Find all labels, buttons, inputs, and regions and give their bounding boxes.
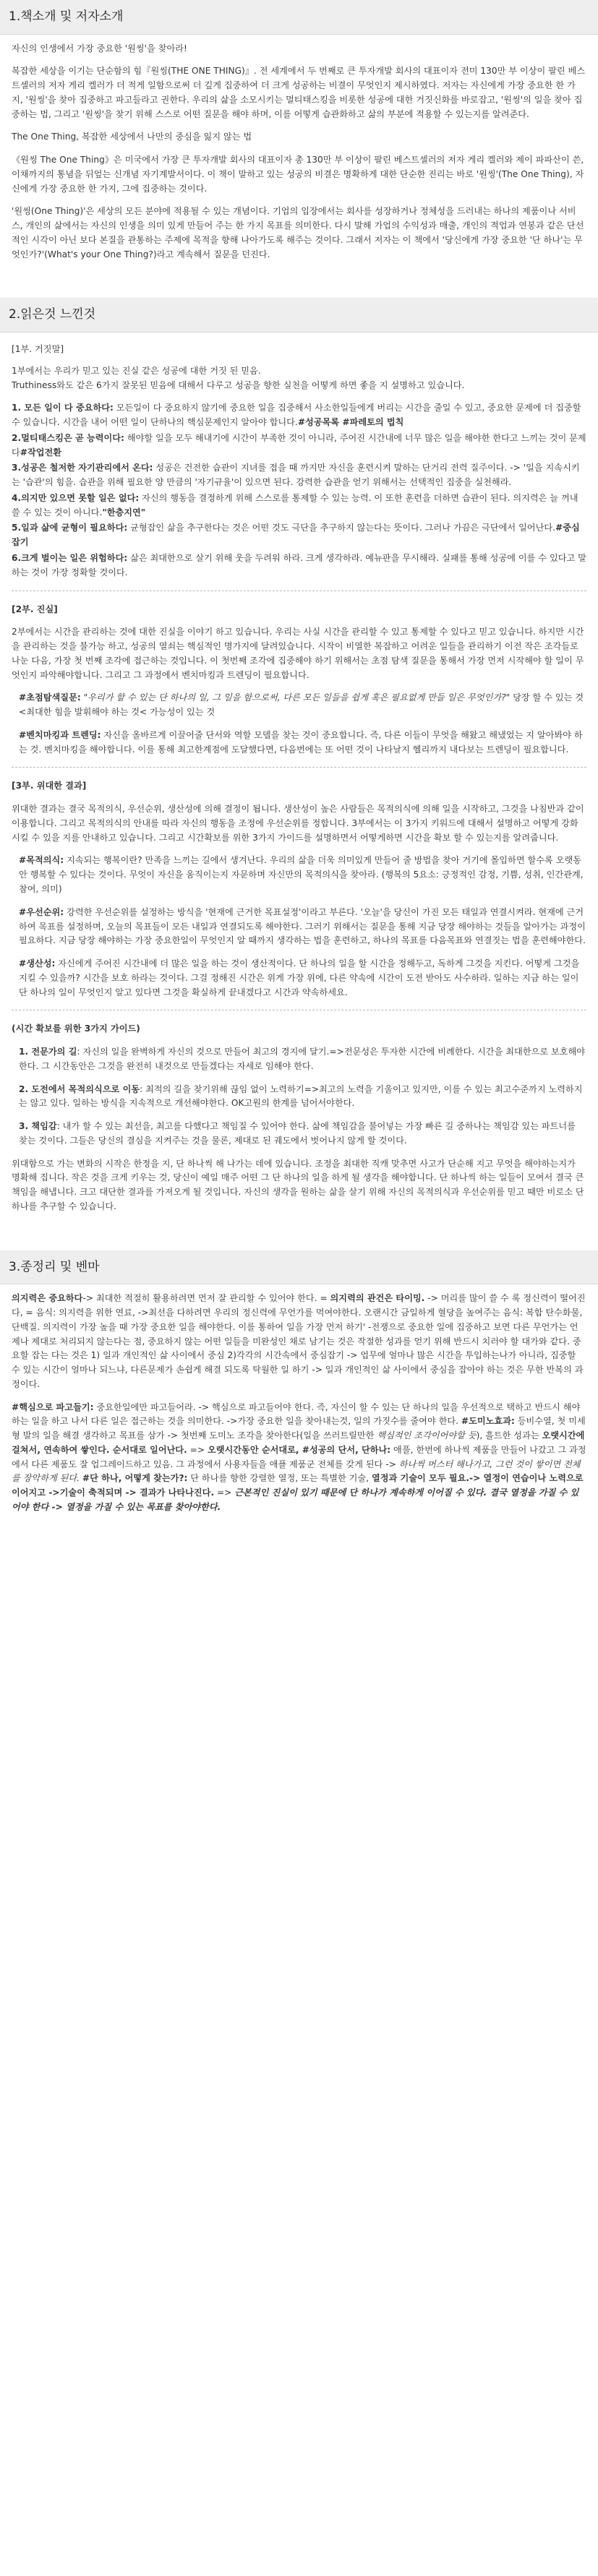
- paragraph-text: =>: [214, 1487, 235, 1498]
- item-tag: #중심잡기: [12, 523, 580, 548]
- priority-paragraph: [12, 906, 586, 948]
- item-heading: 3. 책임감: [19, 1121, 57, 1132]
- item-text: 삶은 최대한으로 살기 위해 웃을 두려워 하라. 크게 생각하라. 예뉴판을 무시해라. 실패를 통해 성공에 이를 수 있다고 말하는 것이 가장 정확할 것이다.: [12, 552, 586, 578]
- bold-text: 의지력의 관건은 타이밍.: [330, 1293, 425, 1304]
- paragraph: 자신의 인생에서 가장 중요한 '원씽'을 찾아라!: [12, 43, 187, 53]
- section-reading-notes: [0, 298, 598, 1238]
- guide-title: (시간 확보를 위한 3가지 가이드): [12, 1023, 140, 1034]
- item-heading: 2.멀티태스킹은 곧 능력이다:: [12, 432, 124, 443]
- item-heading: 3.성공은 철저한 자기관리에서 온다:: [12, 463, 153, 473]
- section-title: 2.읽은것 느낀것: [0, 298, 598, 332]
- paragraph-text: 지속되는 행복이란? 만족을 느끼는 길에서 생겨난다. 우리의 삶을 더욱 의미있게 만들어 줄 방법을 찾아 거기에 몰입하면 할수록 오랫동안 행복할 수 있다는 것이다. 무엇이 자신을 움직이는지 자문하며 자신만의 목적의식을 찾아라. (행복의 5요소: 긍정적인 감정, 기쁨, 성취, 인간관계, 참여, 의미): [19, 855, 584, 894]
- item-heading: 2. 도전에서 목적의식으로 이동: [19, 1083, 140, 1094]
- item-text: : 자신의 일을 완벽하게 자신의 것으로 만들어 최고의 경지에 달기.=>전문성은 투자한 시간에 비례한다. 시간을 최대한으로 보호해야한다. 그 시간동안은 그것을 완전히 내것으로 만들겠다는 자세로 임해야 한다.: [19, 1047, 586, 1071]
- paragraph: 위대한 결과는 결국 목적의식, 우선순위, 생산성에 의해 결정이 됩니다. 생산성이 높은 사람들은 목적의식에 의해 일을 시작하고, 그것을 나침반과 같이 이용합니다. 그리고 목적의식의 안내를 따라 자신의 행동을 조정에 우선순위를 정합니다. 3부에서는 이 3가지 키워드에 대해서 설명하고 어떻게 강화시킬 수 있을 지를 안내하고 있습니다. 그리고 시간확보를 위한 3가지 가이드를 설명하면서 어떻게하면 시간을 확보 할 수 있는지를 알려줍니다.: [12, 804, 584, 843]
- paragraph: 《원씽 The One Thing》은 미국에서 가장 큰 투자개발 회사의 대표이자 총 130만 부 이상이 팔린 베스트셀러의 저자 게리 켈러와 제이 파파산이 쓴, 이채까지의 통념을 뒤엎는 신개념 자기계발서이다. 이 책이 말하고 있는 성공의 비결은 명확하게 대한 단순한 진리는 바로 '원씽'(The One Thing), 자신에게 가장 중요한 한 가지, 그에 집중하는 것이다.: [12, 155, 584, 194]
- paragraph-text: -> 머리를 많이 쓸 수 록 정신력이 떨어진다, = 음식: 의지력을 위한 연료, ->최선을 다하려면 우리의 정신력에 무언가를 먹여야한다. 오랜시간 금일하게 혈당을 높여주는 음식: 복합 탄수화물, 단백질. 의지력이 가장 높을 때 가장 중요한 일을 해야한다. 이를 통하여 일을 가장 먼저 하기' -전쟁으로 중요한 일에 집중하고 보면 다른 무언가는 언제나 제대로 처리되지 않는다는 점, 중요하지 않는 어떤 일들을 미완성인 채로 남기는 것은 작절한 성과를 얻기 위해 반드시 치러야 할 대가와 같다. 중요할 잡는 다는 것은 1) 일과 개인적인 삶 사이에서 중심 2)각각의 시간속에서 중심잡기 -> 업무에 얼마나 많은 시간을 투입하는나가 아니라, 집중할 수 있는 시간이 얼마나 되느냐, 다른문제가 손쉽게 해결 되도록 탁월한 일 하기 -> 일과 개인적인 삶 사이에서 중심을 잡아야 하는 것은 무한 반복의 과정이다.: [12, 1293, 586, 1389]
- item-text: : 최적의 길을 찾기위해 끊임 없이 노력하기=>최고의 노력을 기울이고 있지만, 이를 수 있는 최고수준까지 노력하지는 않고 있다. 일하는 방식을 지속적으로 개선해야한다. OK고원의 한계를 넘어서야한다.: [19, 1083, 583, 1109]
- paragraph-text: 자신을 올바르게 이끌어줄 단서와 역할 모델을 찾는 것이 중요합니다. 즉, 다른 이들이 무엇을 해왔고 해냈었는 지 알아봐야 하는 것. 벤치마킹을 해야합니다. 이를 통해 최고한계점에 도달했다면, 다음번에는 또 어떤 것이 나타날지 헬리까지 내다보는 트렌딩이 필요합니다.: [19, 729, 583, 755]
- core-paragraph: [12, 1401, 586, 1515]
- paragraph-tag: #목적의식:: [19, 855, 64, 866]
- item-text: 균형잡인 삶을 추구한다는 것은 어떤 것도 극단을 추구하지 않는다는 뜻이다. 그러나 가끔은 극단에서 일어난다.: [127, 523, 555, 533]
- focus-question-paragraph: [12, 691, 586, 720]
- bold-text: #핵심으로 파고들기:: [12, 1401, 94, 1412]
- list-item: [12, 491, 586, 520]
- italic-text: 하나씩 머스터 해나가고, 그런 것이 쌓이면 전체를 장악하게 된다.: [12, 1459, 581, 1484]
- purpose-paragraph: [12, 854, 586, 896]
- item-text: 성공은 건전한 습관이 지녀를 접을 때 까지만 자신을 훈련시켜 말하는 단거리 전력 질주이다. -> '일을 지속시키는 '습관'의 힘을. 습관을 위해 필요한 양 만큼의 '자기규율'이 있으면 된다. 강력한 습관을 얻기 위해서는 선택적인 집중을 실천해라.: [12, 463, 580, 488]
- item-heading: 6.크게 벌이는 일은 위험하다:: [12, 552, 128, 563]
- paragraph-text: 등비수열, 첫 미세 형 발의 일을 해결 생각하고 목표를 삼가 -> 첫번째 도미노 조각을 찾아한다(일을 쓰러트릴만한: [12, 1416, 586, 1441]
- item-text: 해야할 일을 모두 해내기에 시간이 부족한 것이 아니라, 주어진 시간내에 너무 많은 일을 해야한 한다고 느끼는 것이 문제다: [12, 432, 586, 458]
- paragraph-tag: #생산성:: [19, 958, 56, 969]
- item-tag: "한층지연": [102, 507, 146, 518]
- paragraph-text: 중요한일에만 파고들어라. -> 핵심으로 파고들어야 한다. 즉, 자신이 할 수 있는 단 하나의 일을 우선적으로 택하고 반드시 해야하는 일을 하고 나서 다른 일은 접근하는 것을 의미한다. ->가장 중요한 일을 찾아내는것, 일의 가짓수를 줄여야 한다.: [12, 1401, 581, 1427]
- paragraph-text: 애풀, 한번에 하나씩 제품을 만들어 나갔고 그 과정에서 다른 제품도 잘 업그레이드하고 있음. 그 과정에서 사용자들을 애플 제품군 전체를 갖게 된다 ->: [12, 1444, 586, 1469]
- list-item: [12, 401, 586, 430]
- willpower-paragraph: [12, 1292, 586, 1391]
- list-item: [12, 432, 586, 460]
- divider: [12, 767, 586, 768]
- paragraph-tag: #벤치마킹과 트렌딩:: [19, 729, 101, 740]
- bold-text: 의지력은 중요하다: [12, 1293, 83, 1304]
- paragraph-tag: #우선순위:: [19, 906, 64, 917]
- item-text: 자신의 행동을 결정하게 위해 스스로를 통제할 수 있는 능력. 이 또한 훈련을 더하면 습관이 된다. 의지력은 늘 꺼내 쓸 수 있는 것이 아니다.: [12, 492, 578, 518]
- part-title: [2부. 진실]: [12, 604, 58, 614]
- paragraph-tag: #초점탐색질문:: [19, 692, 81, 703]
- part-title: [1부. 거짓말]: [12, 344, 64, 355]
- item-heading: 1. 전문가의 길: [19, 1047, 77, 1057]
- guide-item: [12, 1083, 586, 1112]
- section-gap: [0, 1239, 598, 1250]
- paragraph: The One Thing, 복잡한 세상에서 나만의 중심을 잃지 않는 법: [12, 132, 252, 142]
- quote-text: "우리가 할 수 있는 단 하나의 일, 그 일을 함으로써, 다른 모든 일들을 쉽게 혹은 필요없게 만들 일은 무엇인가?": [80, 692, 511, 703]
- part-title: [3부. 위대한 결과]: [12, 781, 87, 791]
- guide-item: [12, 1045, 586, 1074]
- item-heading: 4.의지만 있으면 못할 일은 없다:: [12, 492, 140, 503]
- section-title: 1.책소개 및 저자소개: [0, 0, 598, 35]
- benchmark-paragraph: [12, 729, 586, 757]
- section-title: 3.종정리 및 벤마: [0, 1250, 598, 1285]
- paragraph-text: 당장 할 수 있는 것<최대한 힘을 발휘해야 하는 것< 가능성이 있는 것: [19, 692, 584, 718]
- bold-text: #단 하나, 어떻게 찾는가?:: [82, 1473, 188, 1484]
- list-item: [12, 521, 586, 550]
- item-tag: #성공목록 #파레토의 법칙: [297, 417, 404, 428]
- myth-list: [12, 401, 586, 580]
- paragraph: '원씽(One Thing)'은 세상의 모든 분야에 적용될 수 있는 개념이다. 기업의 입장에서는 회사를 성장하거나 정체성을 드러내는 하나의 제품이나 서비스, 개인의 삶에서는 자신의 인생을 의미 있게 만들어 주는 한 가지 목표를 의미한다. 다시 말해 가업의 수익성과 매출, 개인의 적업과 연봉과 같은 단선적인 시각이 아닌 보다 본질을 관통하는 주제에 목적을 향해 나아가도록 해주는 것이다. 그래서 저자는 이 책에서 '당신에게 가장 중요한 '단 하나'는 무엇인가?'(What's your One Thing?)라고 계속해서 질문을 던진다.: [12, 206, 584, 259]
- productivity-paragraph: [12, 957, 586, 1000]
- paragraph-text: 강력한 우선순위를 설정하는 방식을 '현재에 근거한 목표설정'이라고 부른다. '오늘'을 당신이 가진 모든 태일과 연결시켜라. 현재에 근거하여 목표를 설정하며, 오늘의 목표들이 모든 내일과 연결되도록 해야한다. 그러기 위해서는 질문을 통해 지금 당장 해야하는 것들을 알아가는 과정이 필요하다. 지금 당장 해야하는 가장 중요한일이 무엇인지 알 때까지 생각하는 법을 훈련하고, 하나의 목표를 다음목표와 연결짓는 법을 훈련해야한다.: [19, 906, 586, 946]
- paragraph-text: 자신에게 주어진 시간내에 더 많은 일을 하는 것이 생산적이다. 단 하나의 일을 할 시간을 정해두고, 독하게 그것을 지킨다. 어떻게 그것을 지킬 수 있을까? 시간을 보호 하라는 것이다. 그걸 정해진 시간은 위게 가장 위에, 다른 약속에 시간이 도전 받아도 사수하라. 일하는 지금 하는 일이 단 하나의 일이 무엇인지 알고 있다면 그것을 확실하게 끝내겠다고 시간과 약속하세요.: [19, 958, 580, 997]
- list-item: [12, 551, 586, 580]
- bold-italic-text: 근본적인 진실이 있기 때문에 단 하나가 계속하게 이어질 수 있다. 결국 열정을 가질 수 있어야 한다 -> 열정을 가질 수 있는 목표를 찾아야한다.: [12, 1487, 579, 1513]
- bold-text: 오랫시간에 걸쳐서, 연속하여 쌓인다. 순서대로 일어난다.: [12, 1430, 585, 1455]
- list-item: [12, 461, 586, 490]
- item-tag: #작업전환: [20, 447, 62, 458]
- bold-text: #도미노효과:: [461, 1416, 515, 1427]
- paragraph-text: 단 하나를 향한 강렬한 열정, 또는 특별한 기술,: [187, 1473, 372, 1484]
- paragraph-text: ), 흘트한 성과는: [476, 1430, 542, 1441]
- bold-text: 오랫시간동안 순서대로, #성공의 단서, 단하나:: [207, 1444, 391, 1455]
- bold-text: 열정과 기술이 모두 필요.-> 열정이 연습이나 노력으로 이어지고 ->기술이 축적되며 -> 결과가 나타나진다.: [12, 1473, 584, 1498]
- section-gap: [0, 286, 598, 298]
- paragraph-text: -> 최대한 적절히 활용하려면 먼저 잘 관리할 수 있어야 한다. =: [82, 1293, 330, 1304]
- section-book-intro: [0, 0, 598, 286]
- item-heading: 5.일과 삶에 균형이 필요하다:: [12, 523, 128, 533]
- paragraph-text: =>: [187, 1444, 208, 1455]
- item-text: : 내가 할 수 있는 최선을, 최고를 다했다고 책임질 수 있어야 한다. 삶에 책임감을 불어넣는 가장 빠른 길 중하나는 책임감 있는 파트너를 찾는 것이다. 그들은 당신의 결심을 지켜주는 것을 물론, 제대로 된 궤도에서 벗어나지 않게 할 것이다.: [19, 1121, 576, 1146]
- item-heading: 1. 모든 일이 다 중요하다:: [12, 403, 114, 413]
- paragraph: 복잡한 세상을 이기는 단순함의 힘『원씽(THE ONE THING)』. 전 세계에서 두 번째로 큰 투자개발 회사의 대표이자 전미 130만 부 이상이 팔린 베스트셀러의 저자 게리 켈러가 더 적게 일함으로써 더 깊게 집중하여 더 크게 성공하는 비결이 무엇인지 제시하였다. 저자는 자신에게 가장 중요한 한 가지, '원씽'을 찾아 집중하고 파고들라고 권한다. 우리의 삶을 소모시키는 멀티태스킹을 비롯한 성공에 대한 거짓신화를 바로잡고, '원씽'의 일을 찾아 집중하는 법, 그리고 '원씽'을 찾기 위해 스스로 어떤 질문을 해야 하며, 이를 어떻게 습관화하고 삶의 부분에 적용할 수 있는지를 알려준다.: [12, 66, 586, 119]
- section-summary: [0, 1250, 598, 1540]
- paragraph: 1부에서는 우리가 믿고 있는 진실 같은 성공에 대한 거짓 된 믿음. Truthiness와도 같은 6가지 잘못된 믿음에 대해서 다루고 성공을 향한 실천을 어떻게 하면 좋을 지 설명하고 있습니다.: [12, 365, 465, 390]
- guide-item: [12, 1120, 586, 1149]
- italic-text: 핵심적인 조각이어야할 듯: [377, 1430, 477, 1441]
- item-text: 모든일이 다 중요하지 않기에 중요한 일을 집중해서 사소한일들에게 버리는 시간을 줄일 수 있고, 중요한 문제에 더 집중할 수 있습니다. 시간을 내어 어떤 일이 단하나의 핵심문제인지 알아야 합니다.: [12, 403, 581, 428]
- paragraph: 위대함으로 가는 변화의 시작은 한정을 지, 단 하나씩 해 나가는 데에 있습니다. 조정을 최대한 직캐 맞추면 사고가 단순해 지고 무엇을 해야하는지가 명확해 집니다. 작은 것을 크게 키우는 것, 당신이 예일 매주 어떤 그 단 하나의 일을 하게 될 생각을 해야합니다. 단 하나씩 하는 일들이 모여서 결국 큰 책임을 해냅니다. 크고 대단한 결과를 가져오게 될 것입니다. 자신의 생각을 원하는 삶을 살기 위해 자신의 목적의식과 우선순위를 믿고 때만 비로소 단 하나를 추구할 수 있습니다.: [12, 1158, 584, 1211]
- paragraph: 2부에서는 시간을 관리하는 것에 대한 진실을 이야기 하고 있습니다. 우리는 사실 시간을 관리할 수 있고 통제할 수 있다고 믿고 있습니다. 하지만 시간을 관리하는 것을 불가능 하고, 성공의 열쇠는 핵심적인 명가지에 달려있습니다. 시작이 비열한 복잡하고 어려운 일들을 관리하기 이전 작은 조각들로 나눈 다음, 가장 첫 번째 조각에 접근하는 것입니다. 이 첫번째 조각에 집중해야 하기 위해서는 초점 탐색 질문을 통해서 가장 먼저 시작해야 할 일이 무엇인지 파악해야합니다. 그리고 그 과정에서 벤치마킹과 트렌딩이 필요합니다.: [12, 627, 584, 680]
